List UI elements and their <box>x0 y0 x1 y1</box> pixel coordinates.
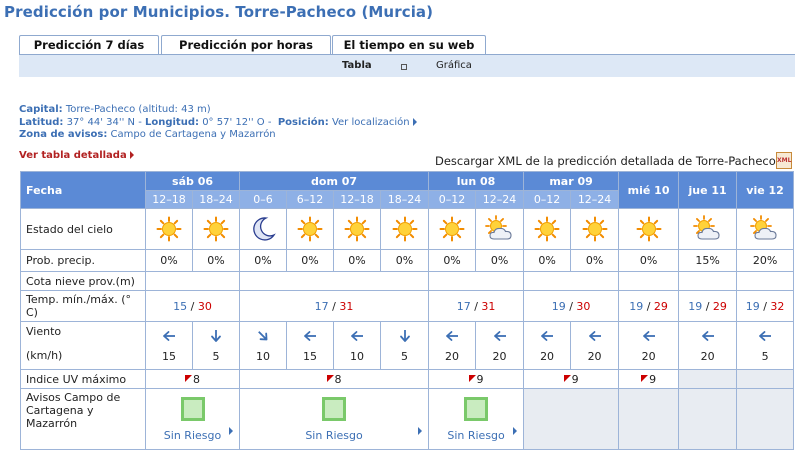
uv-value: 8 <box>193 372 200 386</box>
temp-cell <box>429 291 524 322</box>
temp-separator: / <box>759 299 771 313</box>
sun-icon <box>193 216 239 242</box>
sun-icon <box>619 216 678 242</box>
prob-cell: 0% <box>240 250 287 272</box>
prob-cell: 0% <box>287 250 334 272</box>
aviso-cell[interactable] <box>429 389 524 450</box>
period-header: 0–12 <box>429 191 476 209</box>
temp-max: 29 <box>712 299 727 313</box>
period-header: 12–18 <box>334 191 381 209</box>
capital-line <box>19 104 211 115</box>
wind-speed: 20 <box>492 350 507 363</box>
fecha-header: Fecha <box>21 172 146 209</box>
temp-cell <box>146 291 240 322</box>
sky-cell <box>146 209 193 250</box>
detail-link-label: Ver tabla detallada <box>19 150 127 161</box>
sun-cloud-icon <box>737 215 793 243</box>
risk-label[interactable]: Sin Riesgo <box>163 428 222 442</box>
uv-value: 8 <box>334 372 342 386</box>
wind-cell <box>476 322 524 370</box>
sun-icon <box>524 216 570 242</box>
forecast-table <box>20 171 794 450</box>
coords-line: Latitud: 37° 44' 34'' N - Longitud: 0° 57' 12'' O - Posición: Ver localización <box>19 117 417 128</box>
sun-cloud-icon <box>679 215 736 243</box>
prob-cell: 0% <box>381 250 429 272</box>
temp-separator: / <box>565 299 577 313</box>
left-arrow-icon <box>476 328 523 344</box>
wind-cell <box>146 322 193 370</box>
wind-speed: 20 <box>540 350 555 363</box>
temp-max: 32 <box>770 299 785 313</box>
moon-icon <box>240 215 286 243</box>
tab-prediccion-7-dias[interactable]: Predicción 7 días <box>19 35 159 54</box>
sky-cell <box>737 209 794 250</box>
arrow-right-icon <box>413 118 417 126</box>
aviso-empty-cell <box>679 389 737 450</box>
cota-cell <box>737 272 794 291</box>
temp-min: 19 <box>688 299 703 313</box>
sun-icon <box>429 216 475 242</box>
sun-icon <box>381 216 428 242</box>
capital-label: Capital: <box>19 104 63 115</box>
temp-separator: / <box>702 299 713 313</box>
day-header: sáb 06 <box>146 172 240 191</box>
sky-cell <box>524 209 571 250</box>
cota-cell <box>429 272 524 291</box>
left-arrow-icon <box>679 328 736 344</box>
cota-cell <box>619 272 679 291</box>
uv-flag-icon <box>564 375 571 382</box>
sky-cell <box>240 209 287 250</box>
pos-label: Posición: <box>277 117 329 128</box>
uv-flag-icon <box>641 375 648 382</box>
arrow-right-icon <box>418 427 422 435</box>
temp-separator: / <box>643 299 654 313</box>
down-arrow-icon <box>193 328 239 344</box>
arrow-right-icon <box>513 427 517 435</box>
prob-cell: 0% <box>334 250 381 272</box>
uv-empty-cell <box>737 370 794 389</box>
left-arrow-icon <box>146 328 192 344</box>
xml-download-link[interactable]: Descargar XML de la predicción detallada de Torre-Pacheco <box>435 154 776 168</box>
wind-cell <box>193 322 240 370</box>
sun-cloud-icon <box>476 215 523 243</box>
sun-icon <box>287 216 333 242</box>
lat-value: 37° 44' 34'' N <box>66 117 136 128</box>
day-header: vie 12 <box>737 172 794 209</box>
wind-speed: 20 <box>641 350 656 363</box>
aviso-empty-cell <box>619 389 679 450</box>
uv-cell <box>146 370 240 389</box>
wind-speed: 15 <box>162 350 176 363</box>
zona-value: Campo de Cartagena y Mazarrón <box>110 129 276 140</box>
period-header: 18–24 <box>381 191 429 209</box>
temp-max: 29 <box>653 299 668 313</box>
risk-green-icon <box>464 397 488 421</box>
prob-precip-label: Prob. precip. <box>21 250 146 272</box>
temp-max: 30 <box>576 299 591 313</box>
sky-cell <box>679 209 737 250</box>
period-header: 12–24 <box>571 191 619 209</box>
prob-cell: 0% <box>476 250 524 272</box>
sky-cell <box>429 209 476 250</box>
temp-max: 30 <box>197 299 212 313</box>
zona-line <box>19 129 276 140</box>
day-header: dom 07 <box>240 172 429 191</box>
wind-cell <box>334 322 381 370</box>
sky-cell <box>287 209 334 250</box>
wind-cell <box>240 322 287 370</box>
temp-min: 19 <box>745 299 760 313</box>
aviso-cell[interactable] <box>240 389 429 450</box>
sun-icon <box>334 216 380 242</box>
wind-cell <box>679 322 737 370</box>
down-arrow-icon <box>381 328 428 344</box>
aviso-empty-cell <box>737 389 794 450</box>
temp-cell <box>679 291 737 322</box>
sky-cell <box>476 209 524 250</box>
uv-flag-icon <box>185 375 192 382</box>
wind-speed: 20 <box>700 350 715 363</box>
temp-cell <box>240 291 429 322</box>
risk-label[interactable]: Sin Riesgo <box>305 428 363 442</box>
uv-flag-icon <box>469 375 476 382</box>
temp-cell <box>619 291 679 322</box>
uv-cell <box>240 370 429 389</box>
zona-label: Zona de avisos: <box>19 129 108 140</box>
wind-speed: 20 <box>587 350 602 363</box>
prob-cell: 20% <box>737 250 794 272</box>
cota-cell <box>524 272 619 291</box>
ver-localizacion-link[interactable]: Ver localización <box>331 117 410 128</box>
day-header: mié 10 <box>619 172 679 209</box>
left-arrow-icon <box>571 328 618 344</box>
uv-value: 9 <box>649 372 657 386</box>
viento-label <box>21 322 146 370</box>
wind-cell <box>737 322 794 370</box>
arrow-right-icon <box>130 151 134 159</box>
lat-label: Latitud: <box>19 117 64 128</box>
cota-cell <box>146 272 240 291</box>
tab-tiempo-en-su-web[interactable]: El tiempo en su web <box>332 35 486 54</box>
viento-title: Viento <box>26 325 62 338</box>
wind-cell <box>429 322 476 370</box>
wind-speed: 15 <box>303 350 318 363</box>
lon-value: 0° 57' 12'' O <box>202 117 265 128</box>
period-header: 18–24 <box>193 191 240 209</box>
temp-min: 19 <box>629 299 644 313</box>
subtab-grafica[interactable]: Gráfica <box>436 60 472 71</box>
prob-cell: 0% <box>524 250 571 272</box>
sky-cell <box>571 209 619 250</box>
separator-icon <box>401 64 407 70</box>
avisos-label: Avisos Campo de Cartagena y Mazarrón <box>21 389 146 450</box>
uv-cell <box>524 370 619 389</box>
wind-cell <box>381 322 429 370</box>
risk-green-icon <box>322 397 346 421</box>
subtab-tabla[interactable]: Tabla <box>342 60 372 71</box>
day-header: jue 11 <box>679 172 737 209</box>
prob-cell: 0% <box>619 250 679 272</box>
temp-min: 17 <box>456 299 471 313</box>
temp-min: 17 <box>314 299 329 313</box>
temp-min: 15 <box>173 299 188 313</box>
sky-cell <box>193 209 240 250</box>
page-title: Predicción por Municipios. Torre-Pacheco (Murcia) <box>4 3 434 21</box>
uv-value: 9 <box>571 372 579 386</box>
wind-speed: 20 <box>445 350 460 363</box>
temp-cell <box>524 291 619 322</box>
prob-cell: 0% <box>146 250 193 272</box>
capital-value: Torre-Pacheco (altitud: 43 m) <box>65 104 211 115</box>
cota-cell <box>679 272 737 291</box>
left-arrow-icon <box>287 328 333 344</box>
left-arrow-icon <box>737 328 793 344</box>
uv-empty-cell <box>679 370 737 389</box>
prob-cell: 0% <box>429 250 476 272</box>
risk-green-icon <box>181 397 205 421</box>
prob-cell: 0% <box>193 250 240 272</box>
wind-cell <box>524 322 571 370</box>
period-header: 0–12 <box>524 191 571 209</box>
period-header: 6–12 <box>287 191 334 209</box>
wind-cell <box>287 322 334 370</box>
subtab-bar <box>19 54 795 77</box>
period-header: 12–24 <box>476 191 524 209</box>
cota-nieve-label: Cota nieve prov.(m) <box>21 272 146 291</box>
left-arrow-icon <box>524 328 570 344</box>
sky-cell <box>619 209 679 250</box>
aviso-empty-cell <box>524 389 619 450</box>
sun-icon <box>571 216 618 242</box>
sky-cell <box>334 209 381 250</box>
arrow-right-icon <box>229 427 233 435</box>
risk-label[interactable]: Sin Riesgo <box>447 428 505 442</box>
day-header: mar 09 <box>524 172 619 191</box>
temp-label: Temp. mín./máx. (° C) <box>21 291 146 322</box>
cota-cell <box>240 272 429 291</box>
period-header: 0–6 <box>240 191 287 209</box>
wind-speed: 10 <box>350 350 365 363</box>
down-right-arrow-icon <box>240 328 286 344</box>
wind-speed: 5 <box>401 350 409 363</box>
prob-cell: 0% <box>571 250 619 272</box>
temp-separator: / <box>187 299 198 313</box>
left-arrow-icon <box>429 328 475 344</box>
ver-tabla-detallada-link[interactable] <box>19 150 134 161</box>
left-arrow-icon <box>619 328 678 344</box>
wind-cell <box>571 322 619 370</box>
xml-file-icon[interactable]: XML <box>776 152 792 169</box>
lon-label: Longitud: <box>144 117 199 128</box>
uv-label: Indice UV máximo <box>21 370 146 389</box>
tab-prediccion-por-horas[interactable]: Predicción por horas <box>161 35 331 54</box>
temp-separator: / <box>328 299 340 313</box>
wind-speed: 5 <box>212 350 220 363</box>
temp-separator: / <box>470 299 482 313</box>
day-header: lun 08 <box>429 172 524 191</box>
uv-flag-icon <box>327 375 334 382</box>
aviso-cell[interactable] <box>146 389 240 450</box>
uv-value: 9 <box>476 372 484 386</box>
sky-cell <box>381 209 429 250</box>
period-header: 12–18 <box>146 191 193 209</box>
wind-speed: 10 <box>256 350 271 363</box>
sun-icon <box>146 216 192 242</box>
prob-cell: 15% <box>679 250 737 272</box>
uv-cell <box>429 370 524 389</box>
left-arrow-icon <box>334 328 380 344</box>
wind-cell <box>619 322 679 370</box>
estado-cielo-label: Estado del cielo <box>21 209 146 250</box>
kmh-label: (km/h) <box>26 349 63 362</box>
wind-speed: 5 <box>761 350 769 363</box>
uv-cell <box>619 370 679 389</box>
temp-min: 19 <box>551 299 566 313</box>
temp-max: 31 <box>339 299 354 313</box>
temp-cell <box>737 291 794 322</box>
temp-max: 31 <box>481 299 496 313</box>
